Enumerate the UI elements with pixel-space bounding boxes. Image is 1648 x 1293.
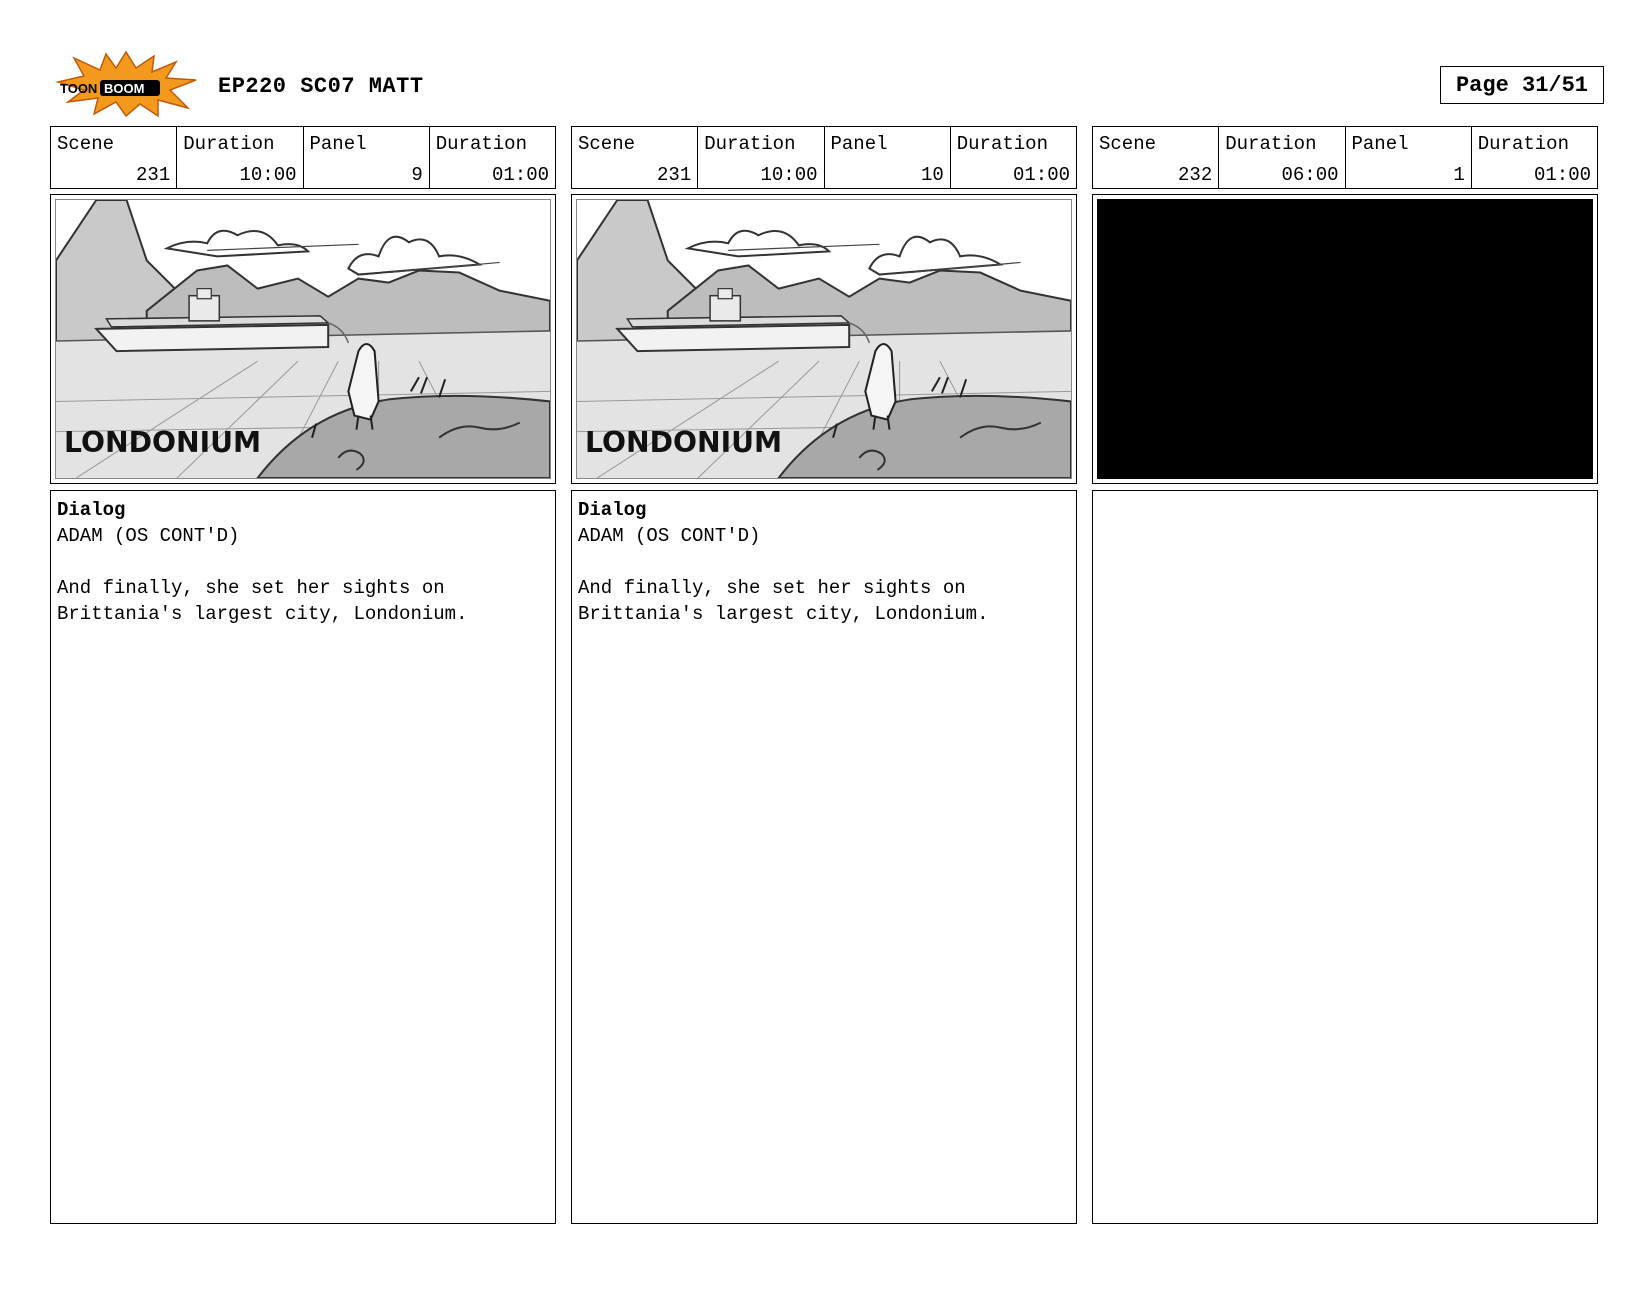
panel-cell bbox=[825, 127, 951, 188]
dialog-heading: Dialog bbox=[57, 499, 126, 521]
panel-duration-value: 01:00 bbox=[1012, 164, 1070, 186]
storyboard-panel-2 bbox=[571, 126, 1077, 1224]
panel-duration-value: 01:00 bbox=[1533, 164, 1591, 186]
dialog-box bbox=[50, 490, 556, 1224]
panel-duration-value: 01:00 bbox=[491, 164, 549, 186]
scene-value: 231 bbox=[136, 164, 171, 186]
panel-info-table bbox=[571, 126, 1077, 189]
scene-duration-value: 10:00 bbox=[760, 164, 818, 186]
panel-duration-label: Duration bbox=[1477, 133, 1569, 155]
scene-cell bbox=[51, 127, 177, 188]
image-caption: LONDONIUM bbox=[64, 425, 262, 459]
scene-duration-label: Duration bbox=[704, 133, 796, 155]
panel-image-frame bbox=[50, 194, 556, 484]
panel-duration-label: Duration bbox=[435, 133, 527, 155]
londonium-sketch bbox=[577, 200, 1071, 478]
panel-duration-cell bbox=[1472, 127, 1597, 188]
scene-value: 231 bbox=[657, 164, 692, 186]
panel-image-frame bbox=[571, 194, 1077, 484]
image-caption: LONDONIUM bbox=[585, 425, 783, 459]
panel-info-table bbox=[50, 126, 556, 189]
toonboom-logo-icon bbox=[54, 50, 199, 118]
panel-label: Panel bbox=[309, 133, 367, 155]
panel-image-frame bbox=[1092, 194, 1598, 484]
scene-label: Scene bbox=[57, 133, 115, 155]
panel-value: 1 bbox=[1453, 164, 1465, 186]
scene-duration-value: 10:00 bbox=[239, 164, 297, 186]
page-number: Page 31/51 bbox=[1440, 66, 1604, 104]
storyboard-panel-1 bbox=[50, 126, 556, 1224]
scene-duration-label: Duration bbox=[183, 133, 275, 155]
panel-info-table bbox=[1092, 126, 1598, 189]
scene-value: 232 bbox=[1178, 164, 1213, 186]
panel-label: Panel bbox=[830, 133, 888, 155]
scene-duration-cell bbox=[698, 127, 824, 188]
logo-text-right: BOOM bbox=[104, 81, 145, 96]
panel-duration-label: Duration bbox=[956, 133, 1048, 155]
black-frame-image bbox=[1097, 199, 1593, 479]
scene-duration-value: 06:00 bbox=[1281, 164, 1339, 186]
dialog-text: And finally, she set her sights on Brittania's largest city, Londonium. bbox=[57, 577, 468, 625]
londonium-sketch bbox=[56, 200, 550, 478]
panel-sketch-image bbox=[576, 199, 1072, 479]
scene-cell bbox=[1093, 127, 1219, 188]
panel-value: 9 bbox=[411, 164, 423, 186]
panel-value: 10 bbox=[920, 164, 944, 186]
dialog-box-empty bbox=[1092, 490, 1598, 1224]
dialog-heading: Dialog bbox=[578, 499, 647, 521]
scene-label: Scene bbox=[1099, 133, 1157, 155]
panel-cell bbox=[1346, 127, 1472, 188]
panel-duration-cell bbox=[430, 127, 555, 188]
scene-duration-cell bbox=[1219, 127, 1345, 188]
page-title: EP220 SC07 MATT bbox=[218, 74, 424, 99]
scene-label: Scene bbox=[578, 133, 636, 155]
panel-sketch-image bbox=[55, 199, 551, 479]
scene-cell bbox=[572, 127, 698, 188]
dialog-speaker: ADAM (OS CONT'D) bbox=[578, 525, 761, 547]
dialog-speaker: ADAM (OS CONT'D) bbox=[57, 525, 240, 547]
scene-duration-label: Duration bbox=[1225, 133, 1317, 155]
logo-text-left: TOON bbox=[60, 81, 98, 96]
page-header bbox=[0, 0, 1648, 120]
panel-cell bbox=[304, 127, 430, 188]
storyboard-panel-3 bbox=[1092, 126, 1598, 1224]
panel-duration-cell bbox=[951, 127, 1076, 188]
dialog-box bbox=[571, 490, 1077, 1224]
panel-label: Panel bbox=[1351, 133, 1409, 155]
scene-duration-cell bbox=[177, 127, 303, 188]
dialog-text: And finally, she set her sights on Brittania's largest city, Londonium. bbox=[578, 577, 989, 625]
